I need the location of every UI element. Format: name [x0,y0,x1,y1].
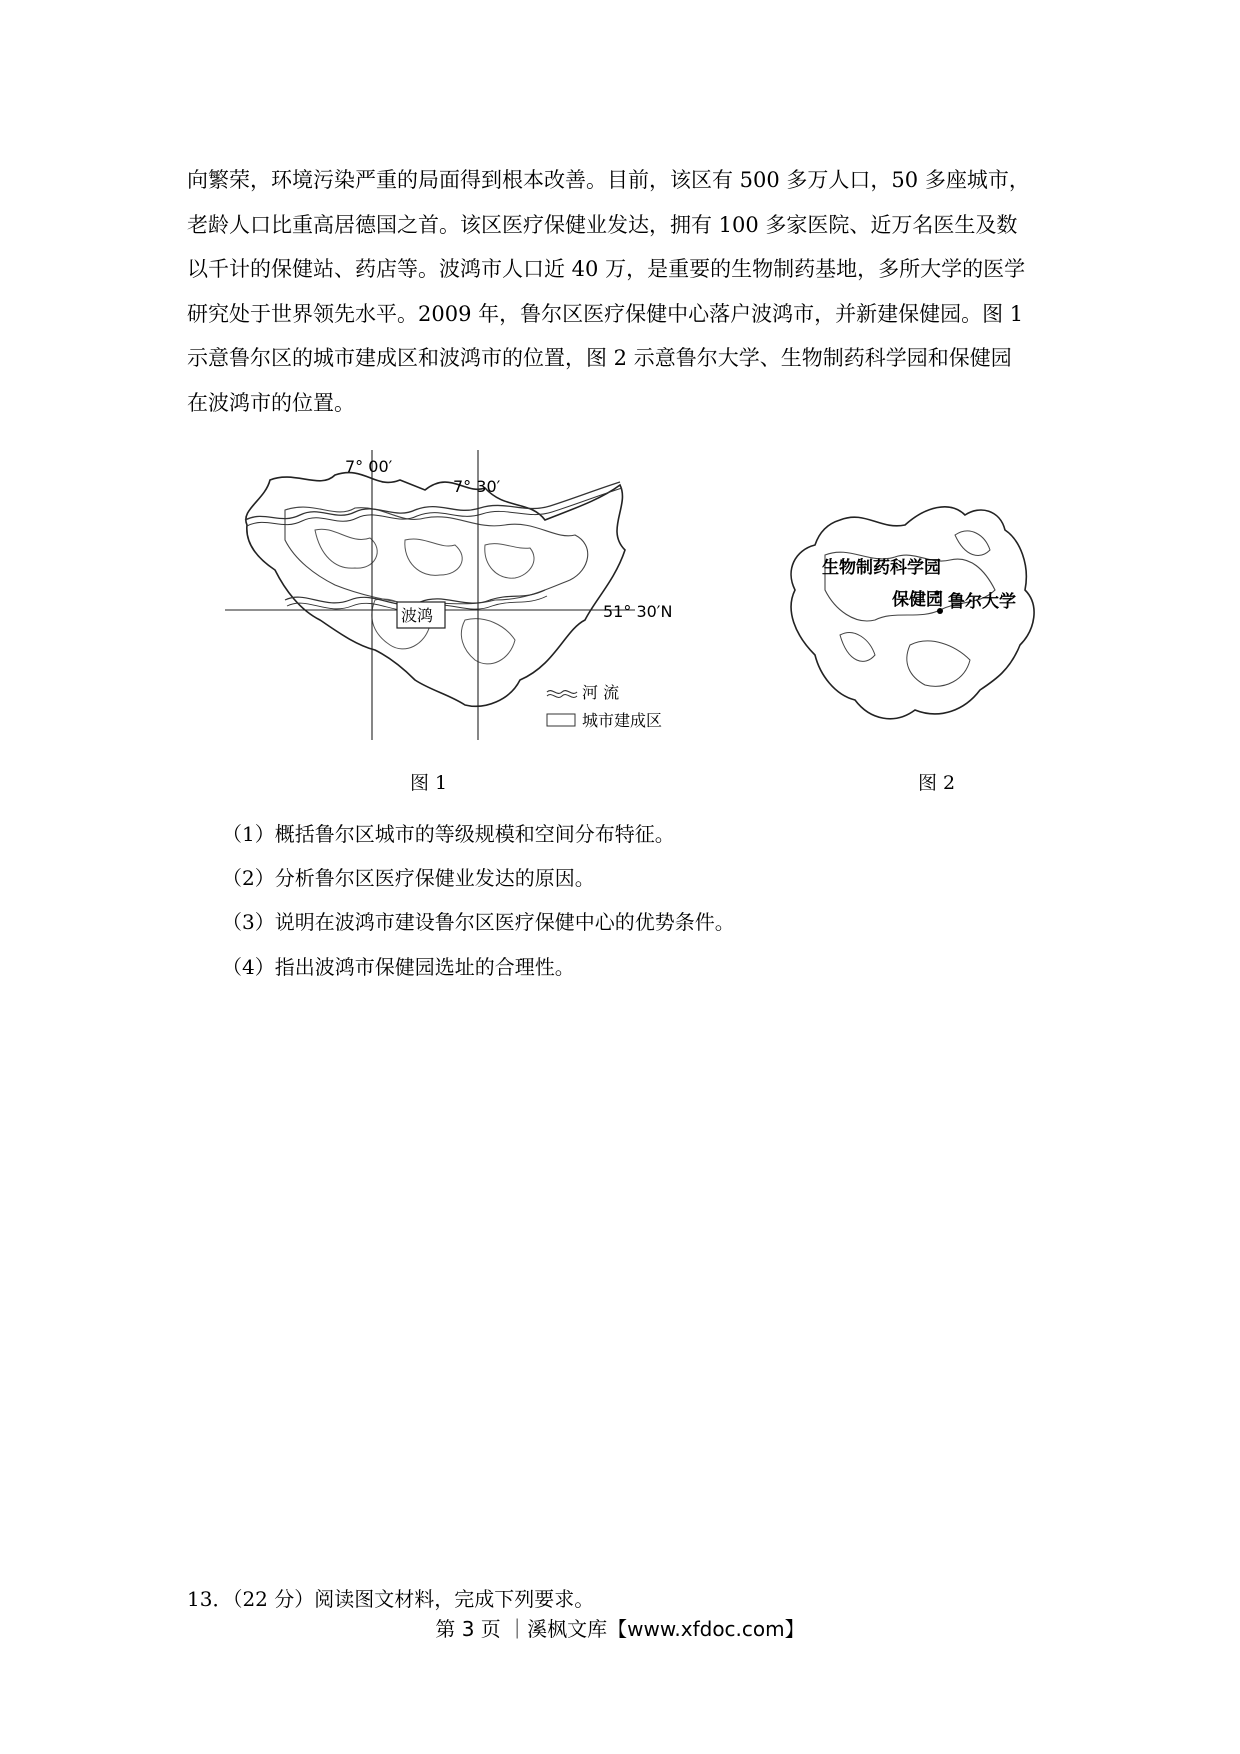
label-ruhr-university: 鲁尔大学 [948,592,1016,612]
figure-1-ruhr-map [225,450,755,750]
question-2: （2）分析鲁尔区医疗保健业发达的原因。 [222,866,595,890]
figure-2-bochum-map [780,495,1060,755]
map-legend [547,683,662,730]
label-health-park: 保健园 [892,590,943,610]
paragraph-line: 研究处于世界领先水平。2009 年，鲁尔区医疗保健中心落户波鸿市，并新建保健园。图 1 [187,301,1024,326]
paragraph-line: 示意鲁尔区的城市建成区和波鸿市的位置，图 2 示意鲁尔大学、生物制药科学园和保健园 [187,346,1012,370]
river-legend-icon [547,691,577,694]
legend-river-label: 河 流 [582,683,620,702]
page-footer: 第 3 页 ｜溪枫文库【www.xfdoc.com】 [435,1617,805,1641]
bochum-map-svg [780,495,1060,755]
question-13-heading: 13．（22 分）阅读图文材料，完成下列要求。 [187,1587,595,1611]
paragraph-line: 老龄人口比重高居德国之首。该区医疗保健业发达，拥有 100 多家医院、近万名医生及数 [187,212,1018,237]
figure-1-caption: 图 1 [410,772,448,794]
question-1: （1）概括鲁尔区城市的等级规模和空间分布特征。 [222,822,675,846]
paragraph-line: 向繁荣，环境污染严重的局面得到根本改善。目前，该区有 500 多万人口，50 多座城市， [187,168,1030,192]
paragraph-line: 在波鸿市的位置。 [187,390,355,415]
label-biopharma-park: 生物制药科学园 [822,558,941,578]
city-label-bochum: 波鸿 [401,606,434,625]
latitude-label: 51° 30′N [603,602,673,621]
longitude-label-7-30: 7° 30′ [453,477,501,496]
figure-2-caption: 图 2 [918,772,956,794]
paragraph-line: 以千计的保健站、药店等。波鸿市人口近 40 万，是重要的生物制药基地，多所大学的医学 [187,257,1026,281]
question-3: （3）说明在波鸿市建设鲁尔区医疗保健中心的优势条件。 [222,910,735,934]
ruhr-map-svg [225,450,755,750]
question-4: （4）指出波鸿市保健园选址的合理性。 [222,955,575,979]
legend-urban-label: 城市建成区 [582,711,663,730]
longitude-label-7-00: 7° 00′ [345,457,393,476]
material-paragraph [187,158,1055,425]
urban-area-legend-icon [547,714,575,726]
